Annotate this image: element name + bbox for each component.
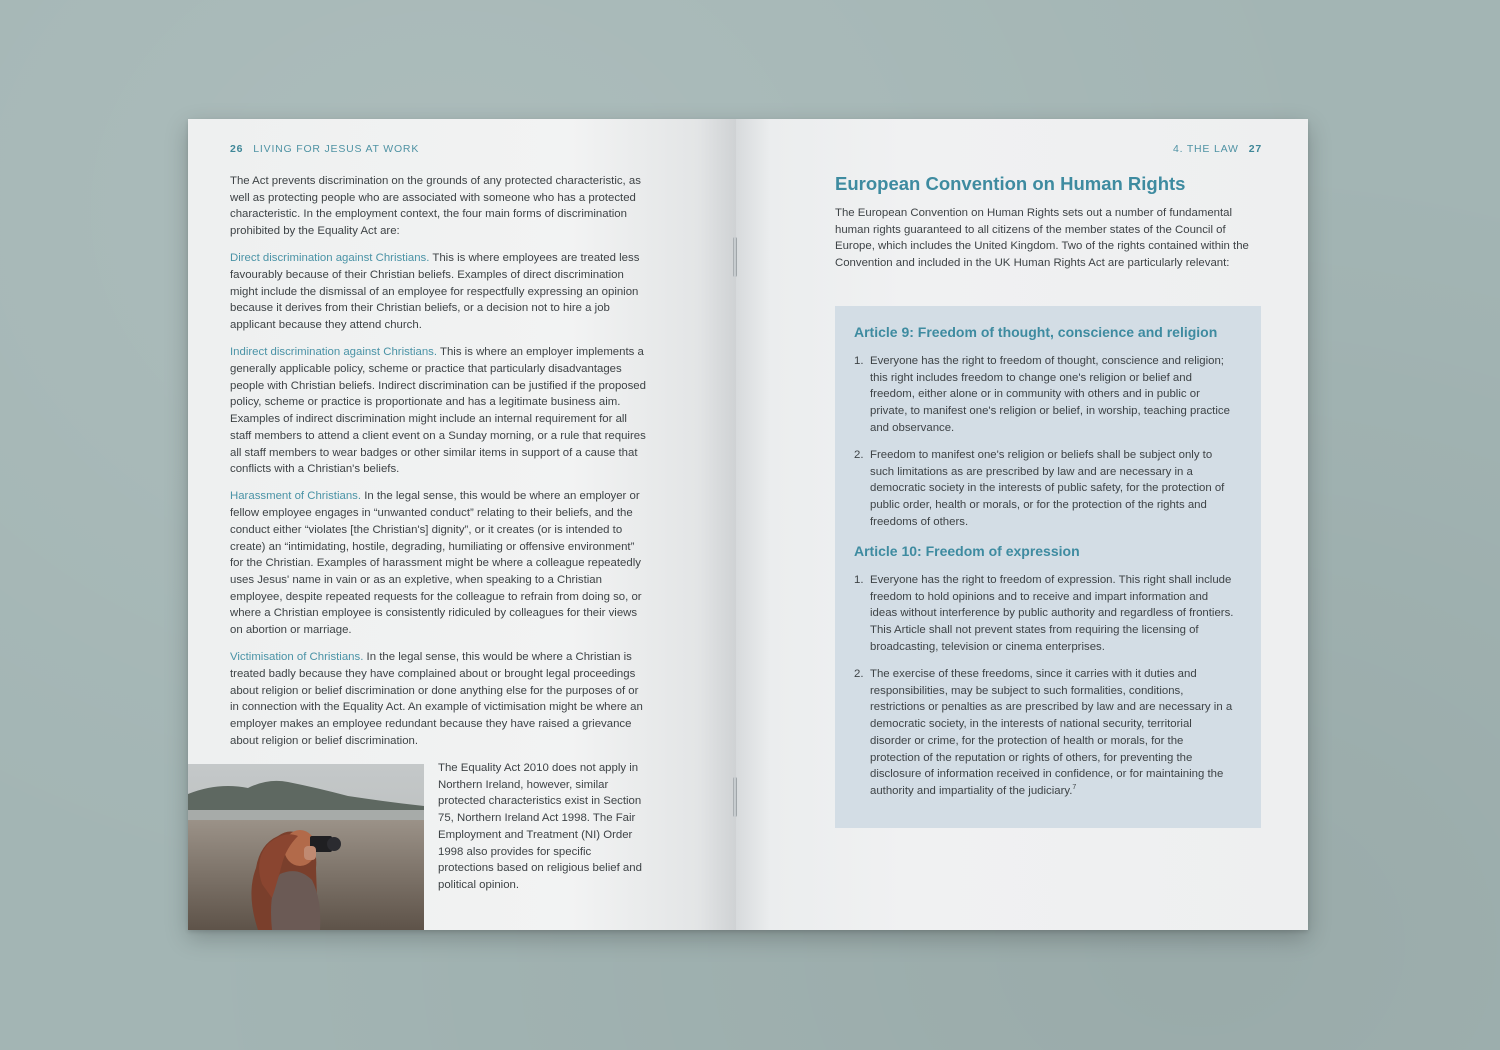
- staple-top: [733, 237, 737, 277]
- section-indirect-discrimination: [230, 344, 646, 478]
- footnote-marker: 7: [1072, 784, 1077, 792]
- article-10-list: [854, 572, 1234, 810]
- page-title: European Convention on Human Rights: [835, 173, 1186, 194]
- booklet-spread: [188, 119, 1308, 930]
- section-body: This is where an employer implements a generally applicable policy, scheme or practice that particularly disadvantages people with Christian beliefs. Indirect discrimination can be justified if the proposed policy, scheme or practice is proportionate and has a legitimate business aim. Examples of indirect discrimination might include an internal requirement for all staff members to attend a client event on a Sunday morning, or a rule that requires all staff members to wear badges or other similar items in support of a cause that conflicts with a Christian's beliefs.: [230, 346, 646, 476]
- list-item: [854, 666, 1234, 800]
- section-lead: Direct discrimination against Christians.: [230, 252, 430, 265]
- item-number: 1.: [854, 355, 864, 367]
- section-body: In the legal sense, this would be where a Christian is treated badly because they have complained about or brought legal proceedings about religion or belief discrimination or done anything else for the purposes of or in connection with the Equality Act. An example of victimisation might be where an employer makes an employee redundant because they have raised a grievance about religion or belief discrimination.: [230, 651, 643, 747]
- section-body: This is where employees are treated less favourably because of their Christian beliefs. Examples of direct discrimination might include the dismissal of an employee for respectfully expressing an opinion because it derives from their Christian beliefs, or a decision not to hire a job applicant because they attend church.: [230, 252, 640, 332]
- staple-bottom: [733, 777, 737, 817]
- right-page-number: 27: [1248, 143, 1262, 155]
- right-running-title: 4. THE LAW: [1172, 143, 1239, 155]
- item-text: Everyone has the right to freedom of thought, conscience and religion; this right includes freedom to change one's religion or belief and freedom, either alone or in community with others and in public or private, to manifest one's religion or belief, in worship, teaching practice and observance.: [870, 355, 1230, 434]
- list-item: [854, 447, 1234, 531]
- northern-ireland-note: The Equality Act 2010 does not apply in Northern Ireland, however, similar protected characteristics exist in Section 75, Northern Ireland Act 1998. The Fair Employment and Treatment (NI) Order 1998 also provides for specific protections based on religious belief and political opinion.: [438, 762, 642, 891]
- articles-box: [835, 306, 1261, 828]
- left-body: [230, 173, 646, 760]
- left-page: [188, 119, 736, 930]
- item-number: 2.: [854, 449, 864, 462]
- item-text: Freedom to manifest one's religion or beliefs shall be subject only to such limitations as are prescribed by law and are necessary in a democratic society in the interests of public safety, for the protection of public order, health or morals, or for the protection of the rights and freedoms of others.: [870, 449, 1225, 528]
- section-harassment: [230, 488, 646, 638]
- item-number: 2.: [854, 668, 864, 681]
- left-page-number: 26: [230, 143, 244, 155]
- list-item: [854, 572, 1234, 656]
- section-victimisation: [230, 649, 646, 749]
- section-lead: Harassment of Christians.: [230, 490, 362, 503]
- item-text: The exercise of these freedoms, since it carries with it duties and responsibilities, may be subject to such formalities, conditions, restrictions or penalties as are prescribed by law and are necessary in a democratic society, in the interests of national security, territorial disorder or crime, for the protection of health or morals, for the protection of the reputation or rights of others, for preventing the disclosure of information received in confidence, or for maintaining the authority and impartiality of the judiciary.: [870, 668, 1233, 797]
- section-direct-discrimination: [230, 250, 646, 334]
- article-10-title: Article 10: Freedom of expression: [854, 543, 1080, 559]
- item-text: Everyone has the right to freedom of expression. This right shall include freedom to hold opinions and to receive and impart information and ideas without interference by public authority and regardless of frontiers. This Article shall not prevent states from requiring the licensing of broadcasting, television or cinema enterprises.: [870, 574, 1234, 653]
- convention-intro: The European Convention on Human Rights sets out a number of fundamental human rights guaranteed to all citizens of the member states of the Council of Europe, which includes the United Kingdom. Two of the rights contained within the Convention and included in the UK Human Rights Act are particularly relevant:: [835, 207, 1249, 270]
- item-number: 1.: [854, 574, 864, 586]
- left-running-title: LIVING FOR JESUS AT WORK: [253, 143, 420, 155]
- left-intro-paragraph: The Act prevents discrimination on the grounds of any protected characteristic, as well as protecting people who are associated with someone who has a protected characteristic. In the employment context, the four main forms of discrimination prohibited by the Equality Act are:: [230, 175, 641, 238]
- right-running-head: [1173, 143, 1262, 155]
- article-9-title: Article 9: Freedom of thought, conscience and religion: [854, 324, 1218, 340]
- beach-photo: [188, 764, 424, 930]
- section-lead: Victimisation of Christians.: [230, 651, 364, 664]
- list-item: [854, 353, 1234, 437]
- right-page: [736, 119, 1308, 930]
- section-body: In the legal sense, this would be where an employer or fellow employee engages in “unwanted conduct” relating to their beliefs, and the conduct either “violates [the Christian's] dignity”, or it creates (or is intended to create) an “intimidating, hostile, degrading, humiliating or offensive environment” for the Christian. Examples of harassment might be where a colleague repeatedly uses Jesus' name in vain or as an expletive, when speaking to a Christian employee, despite repeated requests for the colleague to refrain from doing so, or where a Christian employee is consistently ridiculed by colleagues for their views on abortion or marriage.: [230, 490, 642, 637]
- section-lead: Indirect discrimination against Christians.: [230, 346, 438, 359]
- article-9-list: [854, 353, 1234, 541]
- left-running-head: [230, 143, 419, 155]
